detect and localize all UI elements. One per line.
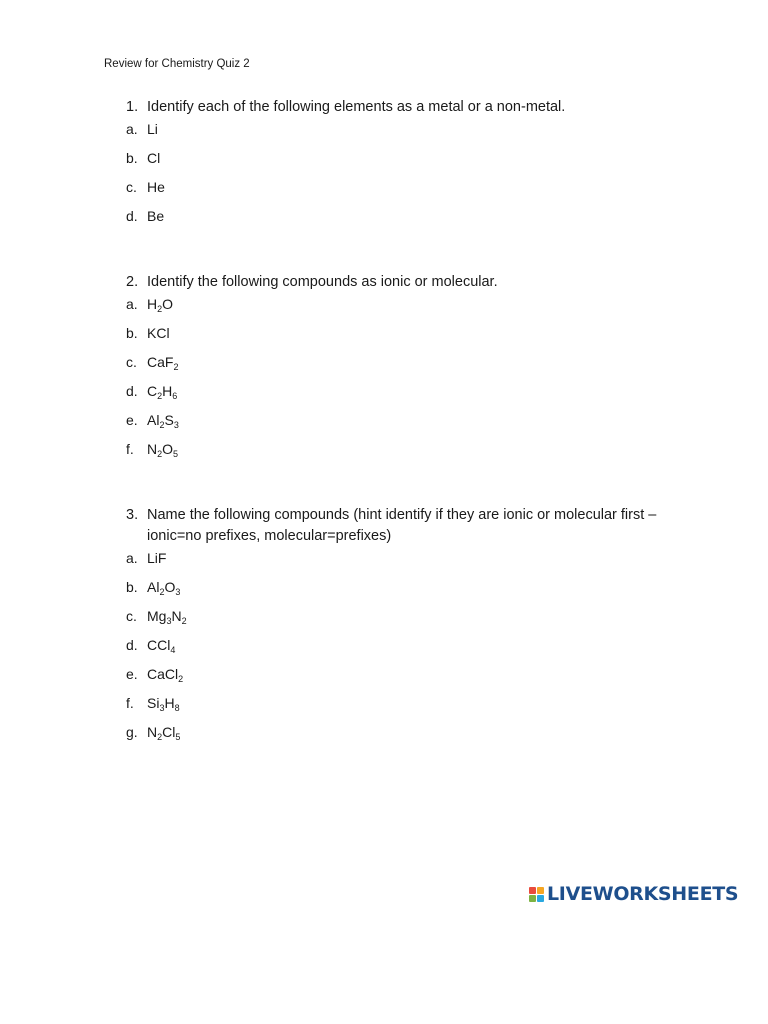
chemical-formula: CCl$_4$	[147, 637, 176, 655]
answer-letter: b.	[126, 579, 138, 595]
liveworksheets-logo	[529, 882, 738, 906]
answer-letter: b.	[126, 150, 138, 166]
answer-letter: b.	[126, 325, 138, 341]
question-number: 2.	[126, 274, 139, 290]
chemical-formula: $Al_2O_3$	[147, 579, 181, 597]
answer-letter: f.	[126, 695, 134, 711]
logo-square	[529, 887, 536, 894]
liveworksheets-logo-icon	[529, 887, 544, 902]
logo-square	[537, 887, 544, 894]
answer-letter: c.	[126, 354, 137, 370]
logo-square	[529, 895, 536, 902]
chemical-formula: $Si_3H_8$	[147, 695, 180, 713]
answer-letter: d.	[126, 208, 138, 224]
logo-square	[537, 895, 544, 902]
chemical-formula: He	[147, 179, 165, 195]
answer-letter: c.	[126, 608, 137, 624]
answer-letter: d.	[126, 637, 138, 653]
question-1	[126, 97, 666, 118]
question-text: Identify each of the following elements as a metal or a non-metal.	[147, 99, 566, 115]
logo-text: LIVEWORKSHEETS	[547, 883, 739, 905]
chemical-formula: KCl	[147, 325, 170, 341]
chemical-formula: LiF	[147, 550, 167, 566]
question-2	[126, 272, 666, 293]
answer-letter: e.	[126, 666, 138, 682]
chemical-formula: $N_2Cl_5$	[147, 724, 181, 742]
answer-letter: a.	[126, 121, 138, 137]
question-3	[126, 505, 666, 547]
chemical-formula: Li	[147, 121, 158, 137]
answer-letter: c.	[126, 179, 137, 195]
chemical-formula: CaF$_2$	[147, 354, 179, 372]
document-title: Review for Chemistry Quiz 2	[104, 58, 250, 70]
question-text: Name the following compounds (hint identify if they are ionic or molecular first – ionic=no prefixes, molecular=prefixes)	[147, 507, 657, 544]
chemical-formula: $Mg_3N_2$	[147, 608, 187, 626]
answer-letter: d.	[126, 383, 138, 399]
chemical-formula: $N_2O_5$	[147, 441, 179, 459]
question-number: 1.	[126, 99, 139, 115]
question-number: 3.	[126, 507, 139, 523]
chemical-formula: $H_2O$	[147, 296, 174, 314]
answer-letter: e.	[126, 412, 138, 428]
chemical-formula: Cl	[147, 150, 161, 166]
chemical-formula: Be	[147, 208, 165, 224]
question-text: Identify the following compounds as ionic or molecular.	[147, 274, 498, 290]
chemical-formula: CaCl$_2$	[147, 666, 184, 684]
answer-letter: f.	[126, 441, 134, 457]
answer-letter: a.	[126, 296, 138, 312]
chemical-formula: $Al_2S_3$	[147, 412, 179, 430]
answer-letter: a.	[126, 550, 138, 566]
answer-letter: g.	[126, 724, 138, 740]
chemical-formula: $C_2H_6$	[147, 383, 178, 401]
